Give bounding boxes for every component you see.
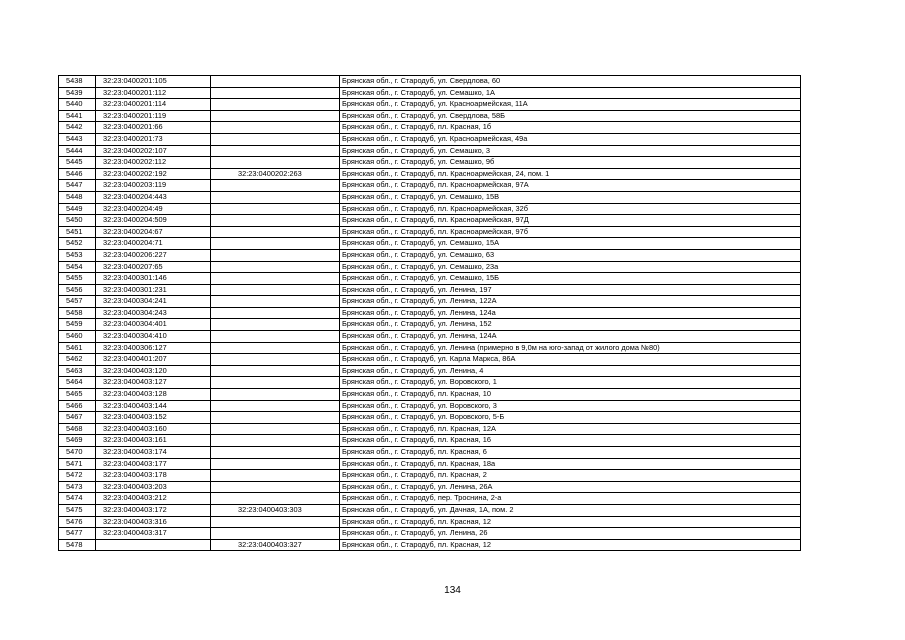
related-cadastral-number-cell	[211, 133, 340, 145]
cadastral-number-cell: 32:23:0400403:152	[96, 412, 211, 424]
table-row	[59, 319, 801, 331]
cadastral-number-cell: 32:23:0400403:316	[96, 516, 211, 528]
address-cell: Брянская обл., г. Стародуб, пер. Троснина, 2-а	[340, 493, 801, 505]
row-number-cell: 5474	[59, 493, 96, 505]
cadastral-number-cell: 32:23:0400304:243	[96, 307, 211, 319]
cadastral-number-cell: 32:23:0400403:128	[96, 389, 211, 401]
row-number-cell: 5443	[59, 133, 96, 145]
row-number-cell: 5445	[59, 157, 96, 169]
table-row	[59, 261, 801, 273]
cadastral-number-cell: 32:23:0400204:509	[96, 215, 211, 227]
cadastral-number-cell: 32:23:0400201:66	[96, 122, 211, 134]
related-cadastral-number-cell	[211, 203, 340, 215]
row-number-cell: 5450	[59, 215, 96, 227]
cadastral-number-cell: 32:23:0400202:192	[96, 168, 211, 180]
table-row	[59, 377, 801, 389]
related-cadastral-number-cell	[211, 145, 340, 157]
row-number-cell: 5475	[59, 504, 96, 516]
table-row	[59, 273, 801, 285]
related-cadastral-number-cell	[211, 307, 340, 319]
related-cadastral-number-cell	[211, 122, 340, 134]
address-cell: Брянская обл., г. Стародуб, пл. Красноармейская, 97А	[340, 180, 801, 192]
cadastral-number-cell: 32:23:0400206:227	[96, 249, 211, 261]
address-cell: Брянская обл., г. Стародуб, ул. Воровского, 1	[340, 377, 801, 389]
table-row	[59, 284, 801, 296]
table-row	[59, 145, 801, 157]
related-cadastral-number-cell	[211, 180, 340, 192]
cadastral-number-cell: 32:23:0400403:172	[96, 504, 211, 516]
address-cell: Брянская обл., г. Стародуб, пл. Красноармейская, 32б	[340, 203, 801, 215]
address-cell: Брянская обл., г. Стародуб, пл. Красноармейская, 97Д	[340, 215, 801, 227]
address-cell: Брянская обл., г. Стародуб, пл. Красная, 6	[340, 447, 801, 459]
row-number-cell: 5464	[59, 377, 96, 389]
row-number-cell: 5439	[59, 87, 96, 99]
table-row	[59, 528, 801, 540]
table-row	[59, 238, 801, 250]
address-cell: Брянская обл., г. Стародуб, ул. Красноармейская, 49а	[340, 133, 801, 145]
cadastral-number-cell: 32:23:0400204:71	[96, 238, 211, 250]
table-row	[59, 157, 801, 169]
address-cell: Брянская обл., г. Стародуб, ул. Семашко, 23а	[340, 261, 801, 273]
address-cell: Брянская обл., г. Стародуб, пл. Красная, 16	[340, 435, 801, 447]
related-cadastral-number-cell	[211, 342, 340, 354]
related-cadastral-number-cell	[211, 238, 340, 250]
cadastral-number-cell: 32:23:0400304:401	[96, 319, 211, 331]
row-number-cell: 5446	[59, 168, 96, 180]
address-cell: Брянская обл., г. Стародуб, ул. Красноармейская, 11А	[340, 99, 801, 111]
related-cadastral-number-cell	[211, 365, 340, 377]
related-cadastral-number-cell: 32:23:0400202:263	[211, 168, 340, 180]
row-number-cell: 5476	[59, 516, 96, 528]
row-number-cell: 5441	[59, 110, 96, 122]
row-number-cell: 5469	[59, 435, 96, 447]
row-number-cell: 5451	[59, 226, 96, 238]
table-row	[59, 342, 801, 354]
cadastral-number-cell: 32:23:0400304:410	[96, 331, 211, 343]
address-cell: Брянская обл., г. Стародуб, пл. Красная, 10	[340, 389, 801, 401]
address-cell: Брянская обл., г. Стародуб, пл. Красноармейская, 24, пом. 1	[340, 168, 801, 180]
address-cell: Брянская обл., г. Стародуб, пл. Красная, 12	[340, 539, 801, 551]
table-row	[59, 447, 801, 459]
related-cadastral-number-cell	[211, 400, 340, 412]
related-cadastral-number-cell	[211, 319, 340, 331]
row-number-cell: 5462	[59, 354, 96, 366]
cadastral-number-cell: 32:23:0400403:174	[96, 447, 211, 459]
row-number-cell: 5460	[59, 331, 96, 343]
table-row	[59, 87, 801, 99]
row-number-cell: 5453	[59, 249, 96, 261]
address-cell: Брянская обл., г. Стародуб, ул. Свердлова, 58Б	[340, 110, 801, 122]
address-cell: Брянская обл., г. Стародуб, ул. Дачная, 1А, пом. 2	[340, 504, 801, 516]
table-row	[59, 470, 801, 482]
related-cadastral-number-cell	[211, 226, 340, 238]
row-number-cell: 5465	[59, 389, 96, 401]
related-cadastral-number-cell: 32:23:0400403:327	[211, 539, 340, 551]
address-cell: Брянская обл., г. Стародуб, ул. Ленина, 124А	[340, 331, 801, 343]
address-cell: Брянская обл., г. Стародуб, ул. Ленина, 124а	[340, 307, 801, 319]
related-cadastral-number-cell	[211, 377, 340, 389]
cadastral-number-cell: 32:23:0400204:443	[96, 191, 211, 203]
row-number-cell: 5458	[59, 307, 96, 319]
cadastral-number-cell: 32:23:0400403:161	[96, 435, 211, 447]
row-number-cell: 5448	[59, 191, 96, 203]
cadastral-number-cell: 32:23:0400403:160	[96, 423, 211, 435]
table-row	[59, 481, 801, 493]
row-number-cell: 5472	[59, 470, 96, 482]
address-cell: Брянская обл., г. Стародуб, ул. Ленина, 197	[340, 284, 801, 296]
related-cadastral-number-cell	[211, 215, 340, 227]
address-cell: Брянская обл., г. Стародуб, пл. Красная, 2	[340, 470, 801, 482]
cadastral-number-cell: 32:23:0400207:65	[96, 261, 211, 273]
address-cell: Брянская обл., г. Стародуб, пл. Красная, 12	[340, 516, 801, 528]
related-cadastral-number-cell	[211, 423, 340, 435]
row-number-cell: 5466	[59, 400, 96, 412]
table-row	[59, 412, 801, 424]
table-row	[59, 504, 801, 516]
row-number-cell: 5449	[59, 203, 96, 215]
cadastral-number-cell: 32:23:0400201:105	[96, 76, 211, 88]
cadastral-number-cell: 32:23:0400202:112	[96, 157, 211, 169]
cadastral-number-cell: 32:23:0400201:114	[96, 99, 211, 111]
row-number-cell: 5473	[59, 481, 96, 493]
cadastral-number-cell: 32:23:0400403:212	[96, 493, 211, 505]
cadastral-number-cell: 32:23:0400301:231	[96, 284, 211, 296]
table-row	[59, 191, 801, 203]
cadastral-number-cell: 32:23:0400204:49	[96, 203, 211, 215]
related-cadastral-number-cell	[211, 435, 340, 447]
related-cadastral-number-cell	[211, 76, 340, 88]
cadastral-number-cell: 32:23:0400403:177	[96, 458, 211, 470]
address-cell: Брянская обл., г. Стародуб, ул. Ленина, 4	[340, 365, 801, 377]
cadastral-number-cell: 32:23:0400403:317	[96, 528, 211, 540]
cadastral-number-cell: 32:23:0400403:127	[96, 377, 211, 389]
row-number-cell: 5454	[59, 261, 96, 273]
related-cadastral-number-cell: 32:23:0400403:303	[211, 504, 340, 516]
cadastral-number-cell: 32:23:0400304:241	[96, 296, 211, 308]
table-row	[59, 389, 801, 401]
cadastral-table	[58, 75, 801, 551]
table-row	[59, 458, 801, 470]
address-cell: Брянская обл., г. Стародуб, пл. Красная, 12А	[340, 423, 801, 435]
related-cadastral-number-cell	[211, 87, 340, 99]
table-row	[59, 307, 801, 319]
table-body	[59, 76, 801, 551]
related-cadastral-number-cell	[211, 389, 340, 401]
cadastral-number-cell: 32:23:0400201:112	[96, 87, 211, 99]
cadastral-number-cell: 32:23:0400306:127	[96, 342, 211, 354]
related-cadastral-number-cell	[211, 191, 340, 203]
table-row	[59, 249, 801, 261]
row-number-cell: 5455	[59, 273, 96, 285]
address-cell: Брянская обл., г. Стародуб, ул. Ленина (примерно в 9,0м на юго-запад от жилого дома №80)	[340, 342, 801, 354]
related-cadastral-number-cell	[211, 528, 340, 540]
cadastral-number-cell: 32:23:0400403:203	[96, 481, 211, 493]
related-cadastral-number-cell	[211, 516, 340, 528]
table-row	[59, 203, 801, 215]
row-number-cell: 5442	[59, 122, 96, 134]
related-cadastral-number-cell	[211, 273, 340, 285]
address-cell: Брянская обл., г. Стародуб, ул. Ленина, 152	[340, 319, 801, 331]
table-row	[59, 354, 801, 366]
cadastral-number-cell: 32:23:0400203:119	[96, 180, 211, 192]
address-cell: Брянская обл., г. Стародуб, ул. Воровского, 3	[340, 400, 801, 412]
table-row	[59, 99, 801, 111]
table-row	[59, 365, 801, 377]
address-cell: Брянская обл., г. Стародуб, ул. Семашко, 15В	[340, 191, 801, 203]
related-cadastral-number-cell	[211, 261, 340, 273]
table-row	[59, 133, 801, 145]
address-cell: Брянская обл., г. Стародуб, пл. Красная, 1б	[340, 122, 801, 134]
related-cadastral-number-cell	[211, 458, 340, 470]
related-cadastral-number-cell	[211, 157, 340, 169]
row-number-cell: 5477	[59, 528, 96, 540]
related-cadastral-number-cell	[211, 296, 340, 308]
related-cadastral-number-cell	[211, 99, 340, 111]
row-number-cell: 5470	[59, 447, 96, 459]
address-cell: Брянская обл., г. Стародуб, ул. Семашко, 3	[340, 145, 801, 157]
cadastral-number-cell: 32:23:0400403:144	[96, 400, 211, 412]
row-number-cell: 5456	[59, 284, 96, 296]
address-cell: Брянская обл., г. Стародуб, ул. Воровского, 5-Б	[340, 412, 801, 424]
row-number-cell: 5471	[59, 458, 96, 470]
row-number-cell: 5467	[59, 412, 96, 424]
address-cell: Брянская обл., г. Стародуб, ул. Свердлова, 60	[340, 76, 801, 88]
address-cell: Брянская обл., г. Стародуб, пл. Красная, 18а	[340, 458, 801, 470]
cadastral-number-cell: 32:23:0400201:73	[96, 133, 211, 145]
address-cell: Брянская обл., г. Стародуб, ул. Карла Маркса, 86А	[340, 354, 801, 366]
cadastral-number-cell: 32:23:0400201:119	[96, 110, 211, 122]
related-cadastral-number-cell	[211, 284, 340, 296]
related-cadastral-number-cell	[211, 412, 340, 424]
related-cadastral-number-cell	[211, 249, 340, 261]
table-row	[59, 122, 801, 134]
row-number-cell: 5452	[59, 238, 96, 250]
related-cadastral-number-cell	[211, 331, 340, 343]
row-number-cell: 5463	[59, 365, 96, 377]
table-row	[59, 168, 801, 180]
table-row	[59, 110, 801, 122]
table-row	[59, 215, 801, 227]
address-cell: Брянская обл., г. Стародуб, пл. Красноармейская, 97б	[340, 226, 801, 238]
row-number-cell: 5444	[59, 145, 96, 157]
table-row	[59, 296, 801, 308]
cadastral-number-cell: 32:23:0400301:146	[96, 273, 211, 285]
related-cadastral-number-cell	[211, 470, 340, 482]
address-cell: Брянская обл., г. Стародуб, ул. Семашко, 63	[340, 249, 801, 261]
table-row	[59, 435, 801, 447]
cadastral-number-cell	[96, 539, 211, 551]
cadastral-number-cell: 32:23:0400202:107	[96, 145, 211, 157]
row-number-cell: 5459	[59, 319, 96, 331]
table-row	[59, 423, 801, 435]
row-number-cell: 5447	[59, 180, 96, 192]
table-row	[59, 493, 801, 505]
address-cell: Брянская обл., г. Стародуб, ул. Семашко, 9б	[340, 157, 801, 169]
table-row	[59, 331, 801, 343]
row-number-cell: 5478	[59, 539, 96, 551]
cadastral-number-cell: 32:23:0400204:67	[96, 226, 211, 238]
related-cadastral-number-cell	[211, 447, 340, 459]
table-row	[59, 539, 801, 551]
table-row	[59, 76, 801, 88]
cadastral-number-cell: 32:23:0400403:178	[96, 470, 211, 482]
row-number-cell: 5468	[59, 423, 96, 435]
cadastral-number-cell: 32:23:0400403:120	[96, 365, 211, 377]
related-cadastral-number-cell	[211, 481, 340, 493]
address-cell: Брянская обл., г. Стародуб, ул. Семашко, 15Б	[340, 273, 801, 285]
page-number: 134	[444, 585, 461, 596]
table-row	[59, 516, 801, 528]
address-cell: Брянская обл., г. Стародуб, ул. Ленина, 122А	[340, 296, 801, 308]
row-number-cell: 5461	[59, 342, 96, 354]
address-cell: Брянская обл., г. Стародуб, ул. Ленина, 26	[340, 528, 801, 540]
row-number-cell: 5457	[59, 296, 96, 308]
related-cadastral-number-cell	[211, 493, 340, 505]
address-cell: Брянская обл., г. Стародуб, ул. Ленина, 26А	[340, 481, 801, 493]
table-row	[59, 180, 801, 192]
table-row	[59, 400, 801, 412]
address-cell: Брянская обл., г. Стародуб, ул. Семашко, 1А	[340, 87, 801, 99]
related-cadastral-number-cell	[211, 354, 340, 366]
address-cell: Брянская обл., г. Стародуб, ул. Семашко, 15А	[340, 238, 801, 250]
related-cadastral-number-cell	[211, 110, 340, 122]
cadastral-number-cell: 32:23:0400401:207	[96, 354, 211, 366]
row-number-cell: 5438	[59, 76, 96, 88]
row-number-cell: 5440	[59, 99, 96, 111]
table-row	[59, 226, 801, 238]
